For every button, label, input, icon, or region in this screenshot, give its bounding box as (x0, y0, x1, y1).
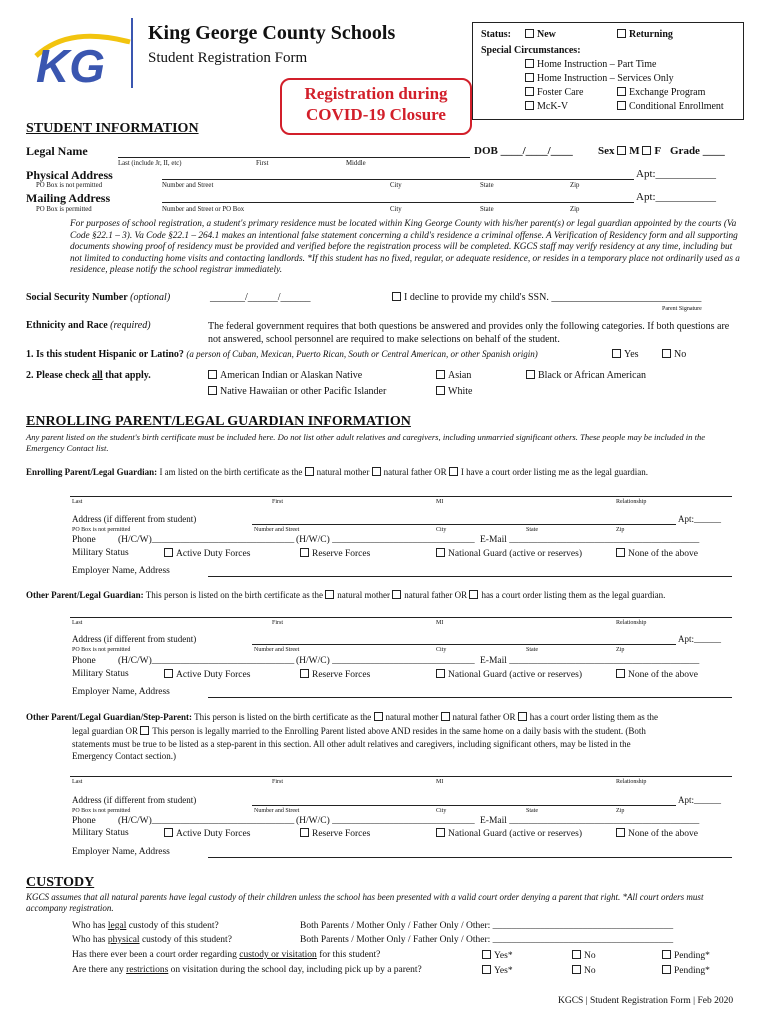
enroll-phone-2[interactable]: (H/W/C) ______________________________ (296, 535, 475, 545)
mckv[interactable]: McK-V (525, 101, 568, 112)
hint-zip: Zip (570, 182, 580, 189)
step-phone-2[interactable]: (H/W/C) ______________________________ (296, 816, 475, 826)
enroll-address-label: Address (if different from student) (72, 514, 197, 524)
enroll-father-checkbox[interactable] (372, 467, 381, 476)
enroll-email[interactable]: E-Mail ________________________________________ (480, 535, 700, 545)
other-address-field[interactable] (252, 644, 676, 645)
step-military-label: Military Status (72, 828, 129, 838)
step-name-field[interactable] (70, 776, 732, 777)
legal-custody-choices[interactable]: Both Parents / Mother Only / Father Only / Other: ______________________________________ (300, 921, 674, 931)
enroll-address-field[interactable] (252, 524, 676, 525)
hispanic-yes[interactable]: Yes (612, 349, 639, 360)
court-yes[interactable]: Yes* (482, 950, 513, 961)
legal-custody-question: Who has legal custody of this student? (72, 921, 219, 931)
race-american-indian[interactable]: American Indian or Alaskan Native (208, 370, 362, 381)
step-email[interactable]: E-Mail ________________________________________ (480, 816, 700, 826)
hispanic-question: 1. Is this student Hispanic or Latino? (a person of Cuban, Mexican, Puerto Rican, South or Central American, or other Spanish origin) (26, 349, 538, 360)
school-logo (30, 16, 135, 90)
hint-first: First (272, 499, 284, 505)
other-address-label: Address (if different from student) (72, 634, 197, 644)
hint-first: First (256, 160, 269, 167)
restrict-yes[interactable]: Yes* (482, 965, 513, 976)
step-employer-label: Employer Name, Address (72, 847, 170, 857)
step-phone-1[interactable]: (H/C/W)______________________________ (118, 816, 295, 826)
hint-state: State (480, 206, 494, 213)
other-active[interactable]: Active Duty Forces (164, 669, 250, 680)
hint-last: Last (include Jr, II, etc) (118, 160, 182, 167)
physical-address-label: Physical Address (26, 168, 113, 182)
race-asian[interactable]: Asian (436, 370, 471, 381)
step-address-field[interactable] (252, 805, 676, 806)
special-label: Special Circumstances: (481, 45, 581, 56)
returning-checkbox[interactable] (617, 29, 626, 38)
logo-text: KG (36, 40, 105, 90)
hint-street: Number and Street (254, 808, 300, 814)
dob-field[interactable]: DOB ____/____/____ (474, 145, 573, 157)
hint-mi: MI (436, 620, 444, 626)
po-not-permitted: PO Box is not permitted (72, 647, 131, 653)
hint-street: Number and Street (254, 527, 300, 533)
hint-last: Last (72, 779, 83, 785)
footer: KGCS | Student Registration Form | Feb 2020 (558, 996, 734, 1006)
home-part[interactable]: Home Instruction – Part Time (525, 59, 656, 70)
new-checkbox[interactable] (525, 29, 534, 38)
enroll-name-field[interactable] (70, 496, 732, 497)
mailing-address-field[interactable] (162, 202, 634, 203)
step-line4: Emergency Contact section.) (72, 751, 177, 761)
step-line3: statements must be true to be listed as a step-parent in this section. All other adult relatives and caregivers, including significant others, may be listed in the (72, 739, 631, 749)
race-black[interactable]: Black or African American (526, 370, 646, 381)
banner-line2: COVID-19 Closure (306, 105, 446, 124)
custody-note: KGCS assumes that all natural parents have legal custody of their children unless the school has been presented with a valid court order denying a parent that right. *All court orders must accompany registration. (26, 892, 704, 913)
step-reserve[interactable]: Reserve Forces (300, 828, 370, 839)
enroll-employer-label: Employer Name, Address (72, 566, 170, 576)
step-mother-checkbox[interactable] (374, 712, 383, 721)
court-no[interactable]: No (572, 950, 596, 961)
physical-apt[interactable]: Apt:___________ (636, 168, 717, 180)
step-parent-line: Other Parent/Legal Guardian/Step-Parent: This person is listed on the birth certificate as the natural mother natural father OR has a court order listing them as the (26, 712, 658, 722)
home-services[interactable]: Home Instruction – Services Only (525, 73, 674, 84)
step-employer-field[interactable] (208, 857, 732, 858)
covid-banner (280, 78, 472, 135)
mailing-apt[interactable]: Apt:___________ (636, 191, 717, 203)
ethnicity-label: Ethnicity and Race (required) (26, 320, 151, 331)
restrict-pending[interactable]: Pending* (662, 965, 710, 976)
po-not-permitted: PO Box is not permitted (72, 527, 131, 533)
enroll-court-checkbox[interactable] (449, 467, 458, 476)
restriction-question: Are there any restrictions on visitation during the school day, including pick up by a parent? (72, 965, 422, 975)
step-active[interactable]: Active Duty Forces (164, 828, 250, 839)
hint-mi: MI (436, 779, 444, 785)
hint-first: First (272, 779, 284, 785)
other-phone-label: Phone (72, 656, 96, 666)
other-mother-checkbox[interactable] (325, 590, 334, 599)
step-married-checkbox[interactable] (140, 726, 149, 735)
school-name: King George County Schools (148, 22, 396, 44)
enroll-phone-label: Phone (72, 535, 96, 545)
enroll-none[interactable]: None of the above (616, 548, 698, 559)
ssn-label: Social Security Number (optional) (26, 292, 171, 303)
grade-field[interactable]: Grade ____ (670, 145, 725, 157)
hint-state: State (526, 647, 538, 653)
step-apt[interactable]: Apt:______ (678, 795, 722, 805)
other-court-checkbox[interactable] (469, 590, 478, 599)
ssn-decline[interactable]: I decline to provide my child's SSN. ______________________________ (392, 292, 701, 303)
enroll-employer-field[interactable] (208, 576, 732, 577)
hint-last: Last (72, 499, 83, 505)
enroll-guard[interactable]: National Guard (active or reserves) (436, 548, 582, 559)
race-hawaiian[interactable]: Native Hawaiian or other Pacific Islander (208, 386, 386, 397)
step-phone-label: Phone (72, 816, 96, 826)
physical-custody-question: Who has physical custody of this student? (72, 935, 232, 945)
other-none[interactable]: None of the above (616, 669, 698, 680)
po-not-permitted: PO Box is not permitted (36, 182, 103, 189)
hint-relationship: Relationship (616, 779, 647, 785)
status-box (472, 22, 744, 120)
hint-mi: MI (436, 499, 444, 505)
enroll-phone-1[interactable]: (H/C/W)______________________________ (118, 535, 295, 545)
step-court-checkbox[interactable] (518, 712, 527, 721)
custody-section-title: CUSTODY (26, 875, 95, 890)
hint-first: First (272, 620, 284, 626)
hint-city: City (436, 527, 447, 533)
enroll-active[interactable]: Active Duty Forces (164, 548, 250, 559)
parent-note: Any parent listed on the student's birth certificate must be included here. Do not list other adult relatives and caregivers, including unmarried significant others. These people may be included in the Emergency Contact list. (26, 432, 706, 453)
enroll-mother-checkbox[interactable] (305, 467, 314, 476)
physical-custody-choices[interactable]: Both Parents / Mother Only / Father Only / Other: ______________________________________ (300, 935, 674, 945)
ethnicity-text: The federal government requires that both questions be answered and provides only the following categories. If both questions are not answered, school personnel are required to make selections on behalf of the student. (208, 321, 730, 345)
hint-zip: Zip (616, 527, 625, 533)
step-address-label: Address (if different from student) (72, 795, 197, 805)
court-pending[interactable]: Pending* (662, 950, 710, 961)
step-guard[interactable]: National Guard (active or reserves) (436, 828, 582, 839)
hint-state: State (526, 527, 538, 533)
enrolling-line: Enrolling Parent/Legal Guardian: I am listed on the birth certificate as the natural mother natural father OR I have a court order listing me as the legal guardian. (26, 467, 649, 477)
hint-street-po: Number and Street or PO Box (162, 206, 245, 213)
hint-middle: Middle (346, 160, 366, 167)
hint-relationship: Relationship (616, 620, 647, 626)
foster-care[interactable]: Foster Care (525, 87, 583, 98)
status-new[interactable]: New (525, 29, 556, 40)
sex-field[interactable]: Sex M F (598, 145, 662, 157)
parent-signature-hint: Parent Signature (662, 306, 702, 312)
po-not-permitted: PO Box is not permitted (72, 808, 131, 814)
status-returning[interactable]: Returning (617, 29, 673, 40)
hint-state: State (480, 182, 494, 189)
other-father-checkbox[interactable] (392, 590, 401, 599)
race-white[interactable]: White (436, 386, 472, 397)
hint-city: City (390, 182, 402, 189)
hint-state: State (526, 808, 538, 814)
other-guard[interactable]: National Guard (active or reserves) (436, 669, 582, 680)
hint-city: City (436, 808, 447, 814)
hint-city: City (436, 647, 447, 653)
other-employer-label: Employer Name, Address (72, 687, 170, 697)
hint-zip: Zip (616, 808, 625, 814)
other-phone-1[interactable]: (H/C/W)______________________________ (118, 656, 295, 666)
other-military-label: Military Status (72, 669, 129, 679)
hint-street: Number and Street (162, 182, 214, 189)
hint-relationship: Relationship (616, 499, 647, 505)
legal-name-label: Legal Name (26, 144, 88, 158)
legal-name-field[interactable] (118, 157, 470, 158)
other-phone-2[interactable]: (H/W/C) ______________________________ (296, 656, 475, 666)
hint-zip: Zip (570, 206, 580, 213)
status-label: Status: (481, 29, 512, 40)
hint-city: City (390, 206, 402, 213)
parent-section-title: ENROLLING PARENT/LEGAL GUARDIAN INFORMATION (26, 414, 411, 429)
physical-address-field[interactable] (162, 179, 634, 180)
mailing-address-label: Mailing Address (26, 191, 111, 205)
conditional[interactable]: Conditional Enrollment (617, 101, 724, 112)
other-apt[interactable]: Apt:______ (678, 634, 722, 644)
hint-street: Number and Street (254, 647, 300, 653)
step-father-checkbox[interactable] (441, 712, 450, 721)
court-order-question: Has there ever been a court order regarding custody or visitation for this student? (72, 950, 381, 960)
ssn-field[interactable]: _______/______/______ (210, 292, 311, 303)
enroll-apt[interactable]: Apt:______ (678, 514, 722, 524)
restrict-no[interactable]: No (572, 965, 596, 976)
other-parent-line: Other Parent/Legal Guardian: This person is listed on the birth certificate as the natural mother natural father OR has a court order listing them as the legal guardian. (26, 590, 666, 600)
exchange-program[interactable]: Exchange Program (617, 87, 705, 98)
hint-zip: Zip (616, 647, 625, 653)
other-email[interactable]: E-Mail ________________________________________ (480, 656, 700, 666)
race-question: 2. Please check all that apply. (26, 370, 151, 381)
other-employer-field[interactable] (208, 697, 732, 698)
enroll-military-label: Military Status (72, 548, 129, 558)
hispanic-no[interactable]: No (662, 349, 686, 360)
form-name: Student Registration Form (148, 50, 308, 66)
enroll-reserve[interactable]: Reserve Forces (300, 548, 370, 559)
po-permitted: PO Box is permitted (36, 206, 92, 213)
hint-last: Last (72, 620, 83, 626)
residency-text: For purposes of school registration, a student's primary residence must be located within King George County with his/her parent(s) or legal guardian appointed by the courts (Va Code §22.1 – 3). Va Code §22.1 – 264.1 makes an intentional false statement concerning a child's residence a criminal offense. A Verification of Residency form and all supporting documents showing proof of residency must be provided and verified before the registration process will be completed. KGCS staff may verify residency at any time, including but not limited to conducting home visits and contacting landlords. *If this student has no fixed, regular, or adequate residence, or resides in a temporary place not ordinarily used as a residence, please notify the school registrar immediately. (70, 219, 740, 275)
step-line2: legal guardian OR This person is legally married to the Enrolling Parent listed above AND resides in the same home on a daily basis with the student. (Both (72, 726, 646, 736)
other-reserve[interactable]: Reserve Forces (300, 669, 370, 680)
step-none[interactable]: None of the above (616, 828, 698, 839)
student-section-title: STUDENT INFORMATION (26, 121, 199, 136)
banner-line1: Registration during (304, 84, 448, 103)
other-name-field[interactable] (70, 617, 732, 618)
